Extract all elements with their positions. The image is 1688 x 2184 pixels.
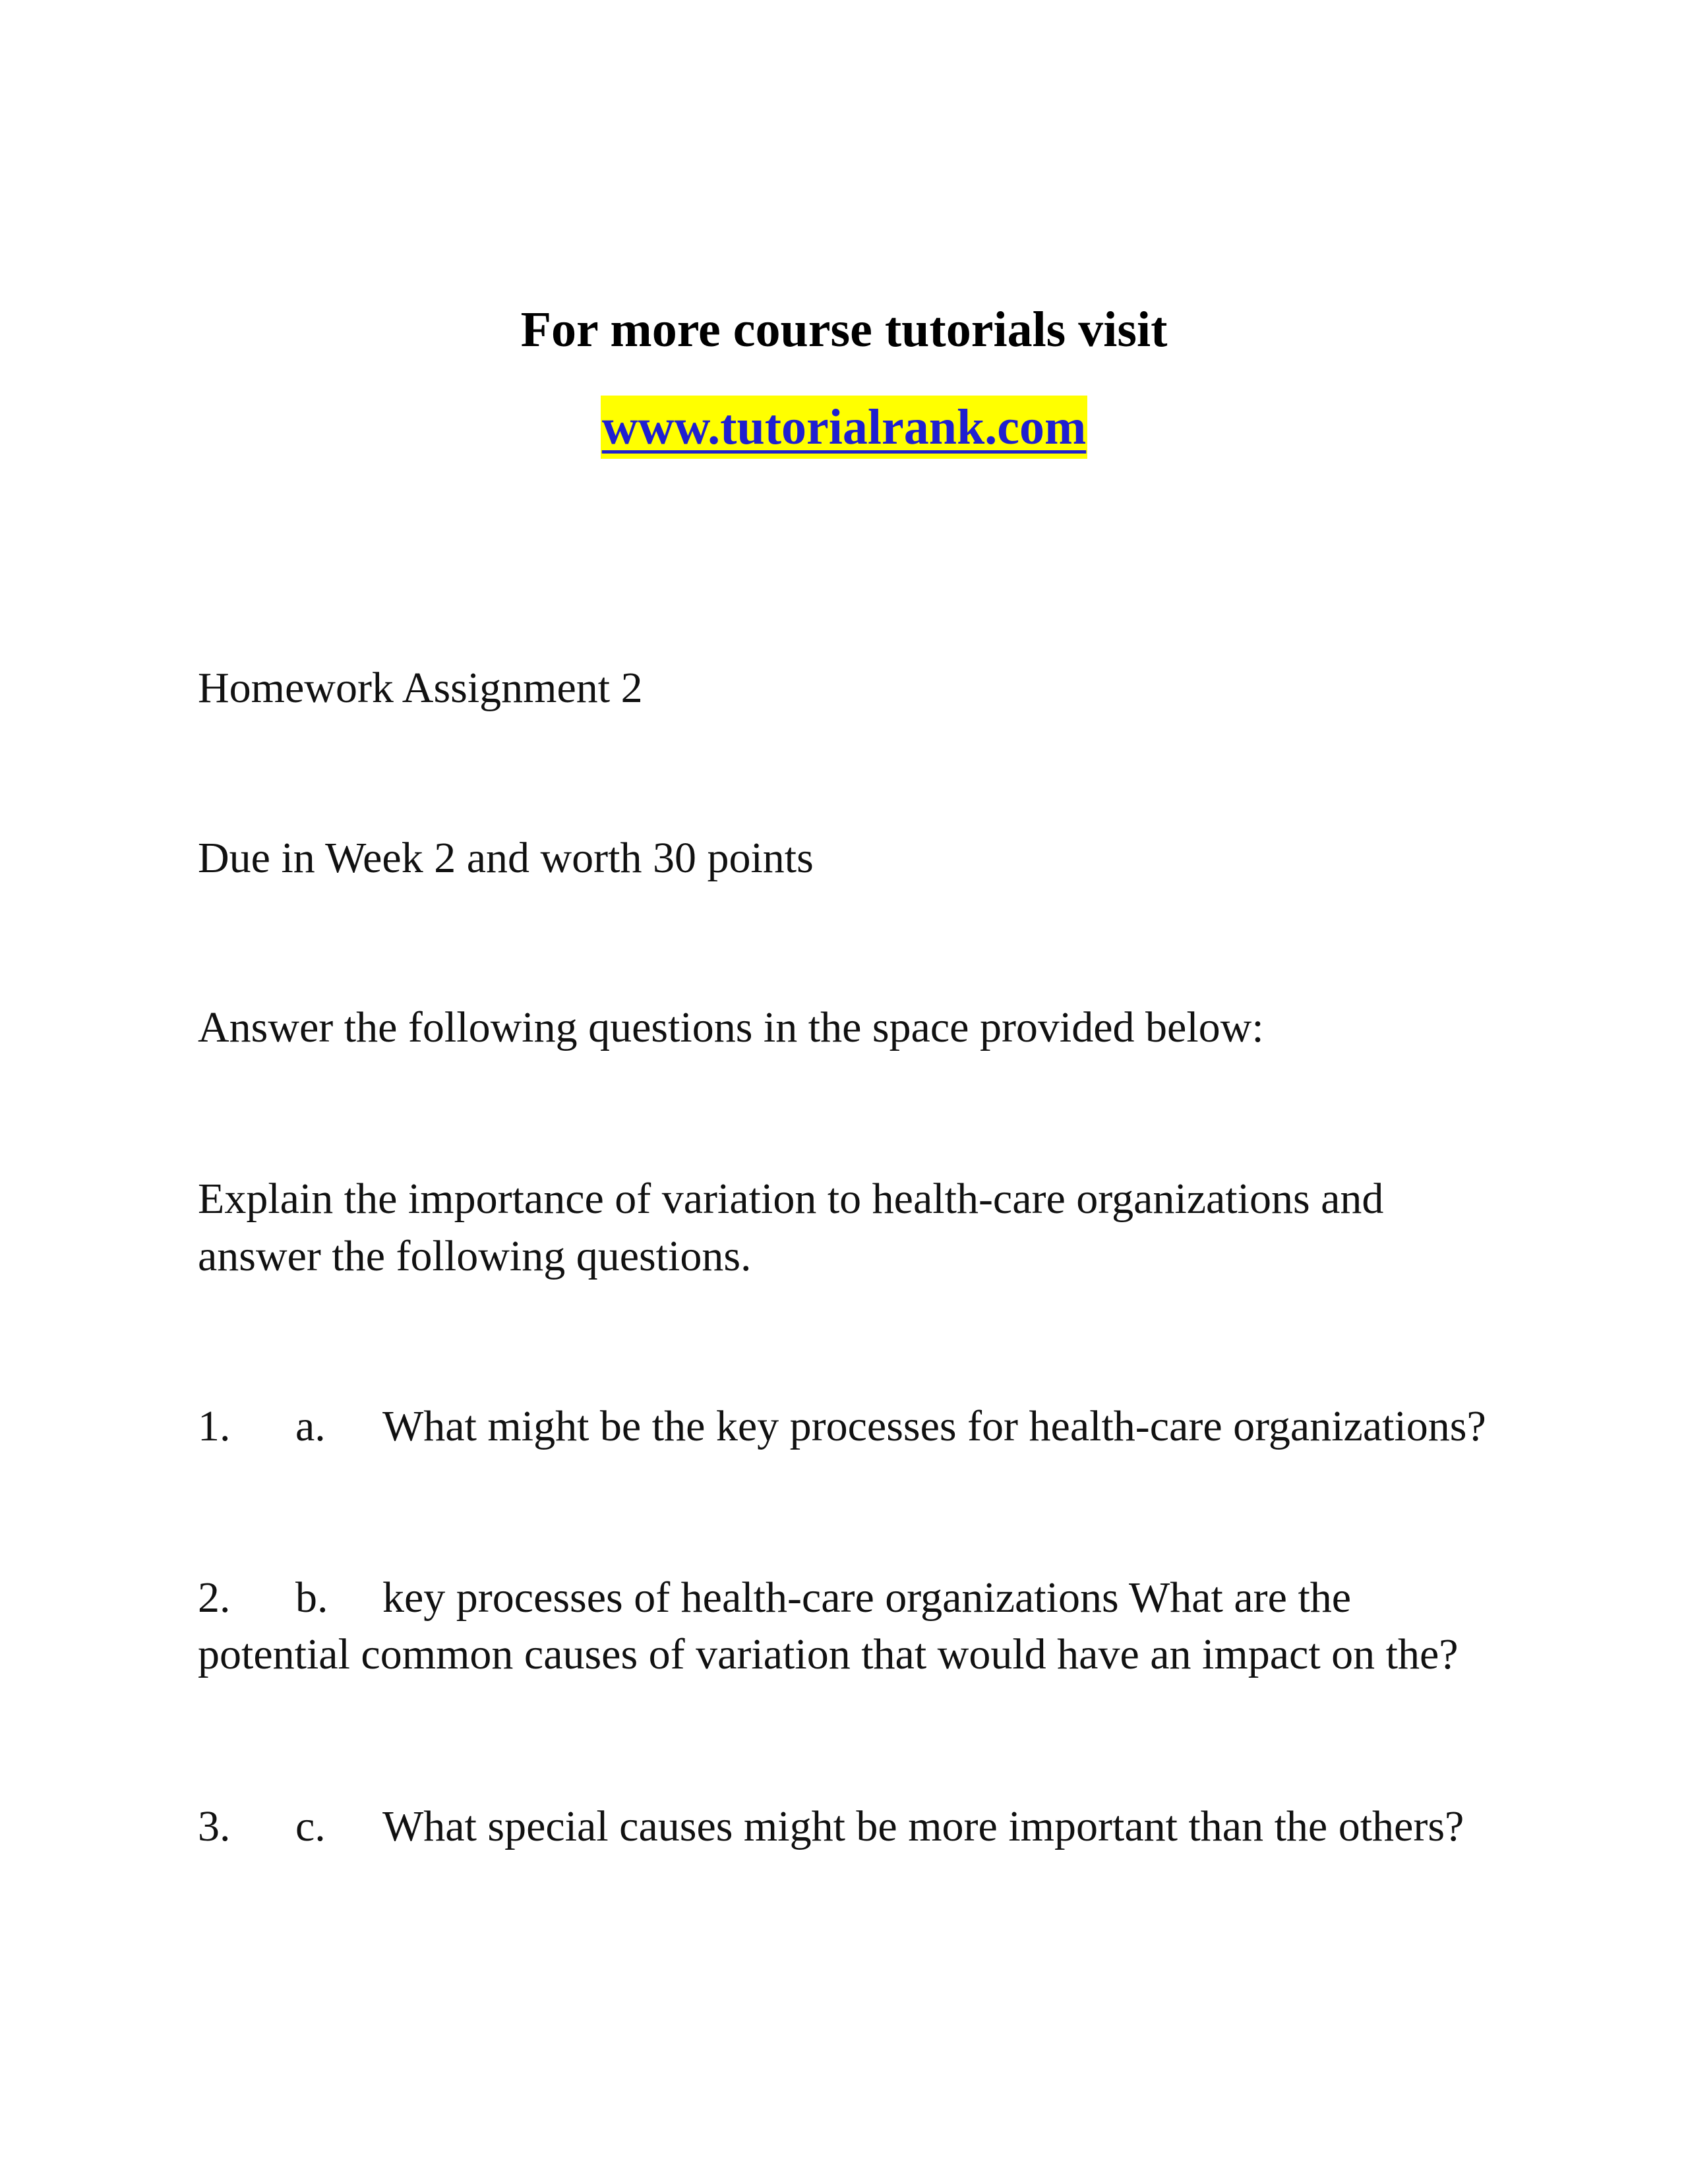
question-text: What might be the key processes for health-care organizations?	[382, 1402, 1486, 1450]
question-number: 1.	[198, 1402, 231, 1450]
question-text: key processes of health-care organizations What are the	[382, 1574, 1352, 1622]
question-text: What special causes might be more important than the others?	[382, 1802, 1464, 1850]
question-letter: b.	[295, 1574, 328, 1622]
header-link-container	[0, 396, 1688, 459]
question-number: 2.	[198, 1574, 231, 1622]
explain-line-2: answer the following questions.	[198, 1232, 752, 1280]
header-title: For more course tutorials visit	[520, 302, 1168, 357]
explain-line-1: Explain the importance of variation to health-care organizations and	[198, 1175, 1384, 1223]
question-letter: c.	[295, 1802, 326, 1850]
due-date-text: Due in Week 2 and worth 30 points	[198, 834, 814, 882]
question-number: 3.	[198, 1802, 231, 1850]
assignment-title: Homework Assignment 2	[198, 664, 643, 712]
tutorial-site-link[interactable]: www.tutorialrank.com	[601, 396, 1088, 459]
question-letter: a.	[295, 1402, 326, 1450]
instruction-text: Answer the following questions in the space provided below:	[198, 1003, 1264, 1051]
question-2-continuation: potential common causes of variation that would have an impact on the?	[198, 1630, 1459, 1678]
